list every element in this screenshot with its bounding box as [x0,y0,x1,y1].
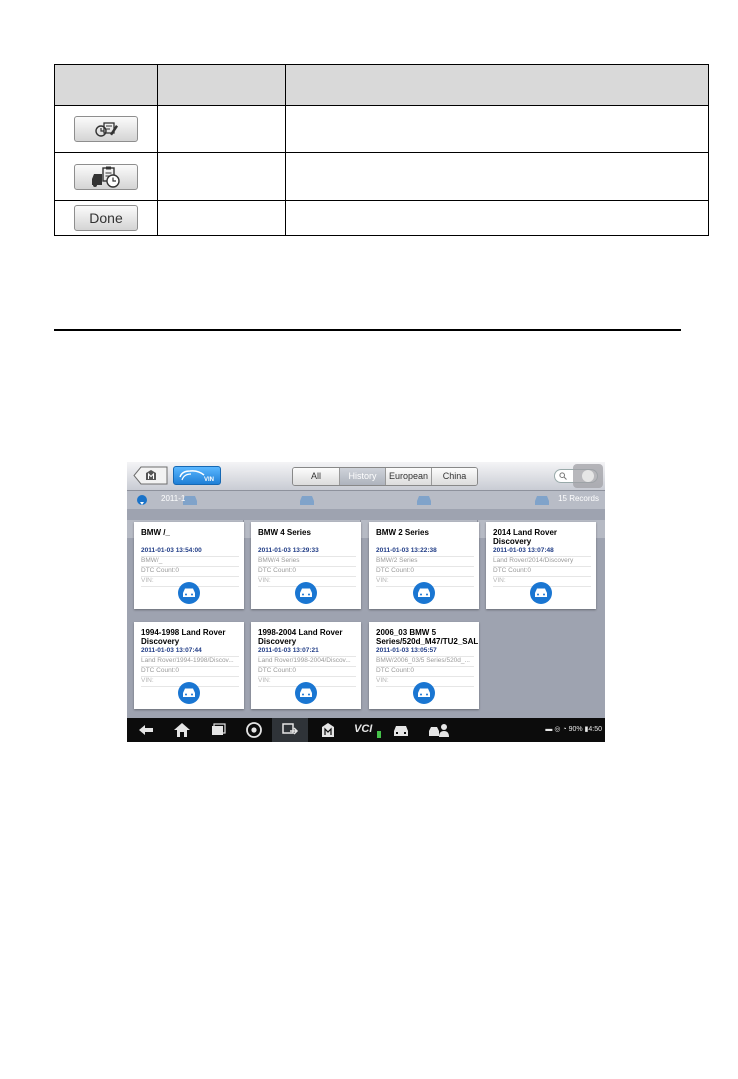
card-vin: VIN: [376,577,474,587]
car-icon[interactable] [178,682,200,704]
table-cell-description [286,106,709,153]
card-date: 2011-01-03 13:05:57 [376,647,474,657]
card-date: 2011-01-03 13:07:21 [258,647,356,657]
car-icon[interactable] [413,582,435,604]
search-icon [559,472,567,480]
table-header-button [55,65,158,106]
history-edit-icon [93,120,119,138]
recent-apps-icon[interactable] [209,722,227,738]
filter-tabs [292,467,478,486]
car-icon[interactable] [413,682,435,704]
top-toolbar [127,462,605,491]
history-card[interactable] [486,522,596,609]
card-vin: VIN: [376,677,474,687]
card-dtc: DTC Count:0 [493,567,591,577]
card-title: BMW 4 Series [258,528,311,537]
car-icon[interactable] [295,582,317,604]
maxisys-icon[interactable] [319,722,337,738]
car-icon [298,494,316,506]
card-date: 2011-01-03 13:54:00 [141,547,239,557]
card-date: 2011-01-03 13:07:44 [141,647,239,657]
card-vin: VIN: [141,677,239,687]
card-vin: VIN: [141,577,239,587]
vin-scan-button[interactable] [173,466,221,485]
notification-icon: ▬ ◎ ◔ [545,726,569,733]
car-icon [533,494,551,506]
table-cell-name [158,153,286,201]
card-title: 2006_03 BMW 5 Series/520d_M47/TU2_SAL [376,628,479,646]
history-screen [127,462,605,742]
chrome-icon[interactable] [245,722,263,738]
home-icon[interactable] [173,722,191,738]
battery-icon: ▮ [582,726,589,733]
card-dtc: DTC Count:0 [258,567,356,577]
technician-icon[interactable] [428,722,450,738]
card-dtc: DTC Count:0 [258,667,356,677]
table-cell-name [158,106,286,153]
battery-level: 90% [568,726,583,733]
tab-european[interactable]: European [386,468,432,485]
history-card[interactable] [134,622,244,709]
car-icon[interactable] [295,682,317,704]
card-date: 2011-01-03 13:29:33 [258,547,356,557]
vehicle-history-icon [91,166,121,188]
table-cell-name [158,201,286,236]
table-row [55,153,709,201]
home-m-icon[interactable] [133,466,169,485]
vci-status-indicator [377,731,381,738]
done-button[interactable]: Done [74,205,138,231]
vci-icon[interactable]: VCI [354,723,373,735]
back-icon[interactable] [137,722,155,738]
card-path: BMW/2 Series [376,557,474,567]
android-navigation-bar [127,718,605,742]
table-row [55,106,709,153]
card-path: BMW/_ [141,557,239,567]
card-vin: VIN: [258,577,356,587]
card-date: 2011-01-03 13:07:48 [493,547,591,557]
tab-all[interactable]: All [293,468,340,485]
history-card[interactable] [134,522,244,609]
card-dtc: DTC Count:0 [141,567,239,577]
tab-china[interactable]: China [432,468,477,485]
card-date: 2011-01-03 13:22:38 [376,547,474,557]
card-title: BMW 2 Series [376,528,429,537]
history-card[interactable] [369,622,479,709]
section-divider [54,329,681,331]
display-switch-icon[interactable] [281,722,299,738]
card-dtc: DTC Count:0 [376,667,474,677]
car-icon[interactable] [530,582,552,604]
card-path: Land Rover/2014/Discovery [493,557,591,567]
table-header-row [55,65,709,106]
card-title: 1994-1998 Land Rover Discovery [141,628,226,646]
card-path: Land Rover/1998-2004/Discov... [258,657,356,667]
table-header-name [158,65,286,106]
system-status [545,725,602,733]
history-edit-button[interactable] [74,116,138,142]
card-vin: VIN: [493,577,591,587]
record-count: 15 Records [558,494,599,503]
card-path: Land Rover/1994-1998/Discov... [141,657,239,667]
card-dtc: DTC Count:0 [376,567,474,577]
search-toggle[interactable] [573,464,603,488]
vin-label: VIN [203,477,214,483]
table-cell-description [286,153,709,201]
table-row [55,201,709,236]
card-path: BMW/2006_03/5 Series/520d_... [376,657,474,667]
clock: 4:50 [588,726,602,733]
history-card[interactable] [369,522,479,609]
tab-history[interactable]: History [340,468,386,485]
vehicle-icon[interactable] [392,722,410,738]
collapse-arrow-icon[interactable] [137,495,147,505]
card-vin: VIN: [258,677,356,687]
card-path: BMW/4 Series [258,557,356,567]
vehicle-history-button[interactable] [74,164,138,190]
button-description-table [54,64,709,236]
toggle-knob [582,470,594,482]
table-header-description [286,65,709,106]
car-icon [415,494,433,506]
history-card[interactable] [251,522,361,609]
group-date: 2011-1 [161,494,186,503]
car-icon[interactable] [178,582,200,604]
card-dtc: DTC Count:0 [141,667,239,677]
date-group-header [127,491,605,509]
table-cell-description [286,201,709,236]
history-card[interactable] [251,622,361,709]
card-title: 1998-2004 Land Rover Discovery [258,628,343,646]
card-title: BMW /_ [141,528,170,537]
card-title: 2014 Land Rover Discovery [493,528,558,546]
